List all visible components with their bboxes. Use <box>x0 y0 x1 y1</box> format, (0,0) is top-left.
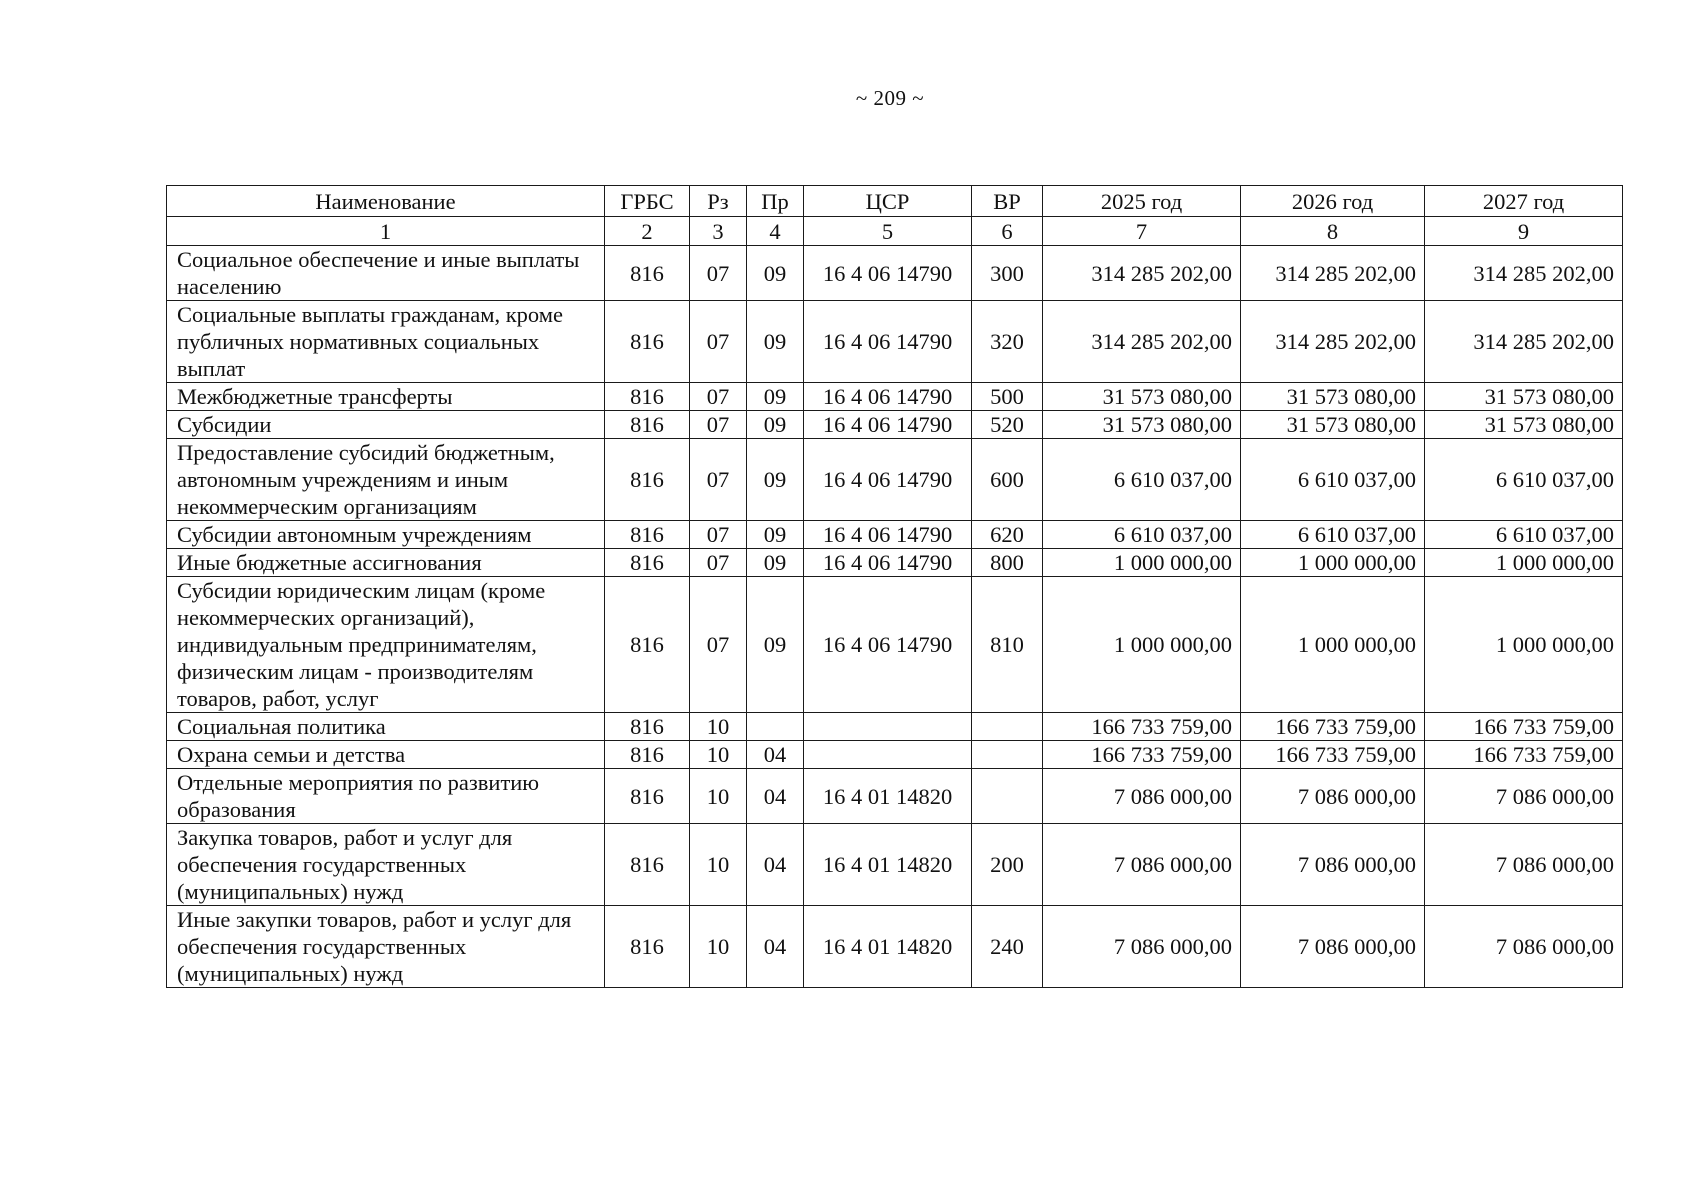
header-name: Наименование <box>167 186 605 217</box>
row-csr: 16 4 01 14820 <box>804 769 972 824</box>
table-row <box>167 246 1623 301</box>
header-2026: 2026 год <box>1241 186 1425 217</box>
row-vr: 810 <box>972 577 1043 713</box>
row-csr: 16 4 06 14790 <box>804 301 972 383</box>
row-csr: 16 4 06 14790 <box>804 577 972 713</box>
column-number: 9 <box>1425 217 1623 246</box>
row-grbs: 816 <box>605 769 690 824</box>
row-rz: 07 <box>690 439 747 521</box>
row-rz: 07 <box>690 246 747 301</box>
row-amount-2025: 166 733 759,00 <box>1043 741 1241 769</box>
row-amount-2025: 7 086 000,00 <box>1043 906 1241 988</box>
table-row <box>167 906 1623 988</box>
column-number: 7 <box>1043 217 1241 246</box>
row-grbs: 816 <box>605 577 690 713</box>
row-rz: 10 <box>690 713 747 741</box>
row-amount-2026: 1 000 000,00 <box>1241 549 1425 577</box>
row-pr: 09 <box>747 577 804 713</box>
row-csr <box>804 741 972 769</box>
row-amount-2026: 7 086 000,00 <box>1241 824 1425 906</box>
column-number: 8 <box>1241 217 1425 246</box>
row-csr: 16 4 06 14790 <box>804 246 972 301</box>
column-number: 2 <box>605 217 690 246</box>
row-amount-2026: 6 610 037,00 <box>1241 439 1425 521</box>
row-amount-2027: 314 285 202,00 <box>1425 301 1623 383</box>
table-row <box>167 769 1623 824</box>
row-amount-2027: 166 733 759,00 <box>1425 713 1623 741</box>
row-csr: 16 4 06 14790 <box>804 439 972 521</box>
row-csr: 16 4 06 14790 <box>804 411 972 439</box>
row-vr: 500 <box>972 383 1043 411</box>
row-amount-2027: 31 573 080,00 <box>1425 411 1623 439</box>
row-vr: 240 <box>972 906 1043 988</box>
row-name: Отдельные мероприятия по развитию образования <box>167 769 605 824</box>
row-amount-2027: 7 086 000,00 <box>1425 769 1623 824</box>
row-rz: 10 <box>690 906 747 988</box>
header-2025: 2025 год <box>1043 186 1241 217</box>
row-vr: 620 <box>972 521 1043 549</box>
row-name: Иные бюджетные ассигнования <box>167 549 605 577</box>
row-grbs: 816 <box>605 713 690 741</box>
row-vr: 200 <box>972 824 1043 906</box>
row-csr: 16 4 06 14790 <box>804 549 972 577</box>
row-amount-2026: 7 086 000,00 <box>1241 769 1425 824</box>
column-number: 6 <box>972 217 1043 246</box>
row-rz: 07 <box>690 577 747 713</box>
row-csr <box>804 713 972 741</box>
row-grbs: 816 <box>605 549 690 577</box>
row-amount-2027: 6 610 037,00 <box>1425 439 1623 521</box>
table-row <box>167 439 1623 521</box>
row-amount-2027: 314 285 202,00 <box>1425 246 1623 301</box>
header-2027: 2027 год <box>1425 186 1623 217</box>
row-vr: 600 <box>972 439 1043 521</box>
row-vr <box>972 769 1043 824</box>
row-pr <box>747 713 804 741</box>
row-grbs: 816 <box>605 741 690 769</box>
row-name: Иные закупки товаров, работ и услуг для обеспечения государственных (муниципальных) нужд <box>167 906 605 988</box>
row-pr: 09 <box>747 246 804 301</box>
row-amount-2025: 7 086 000,00 <box>1043 769 1241 824</box>
row-pr: 04 <box>747 769 804 824</box>
column-number-row <box>167 217 1623 246</box>
row-vr: 320 <box>972 301 1043 383</box>
row-pr: 09 <box>747 411 804 439</box>
row-amount-2026: 166 733 759,00 <box>1241 741 1425 769</box>
row-amount-2027: 7 086 000,00 <box>1425 906 1623 988</box>
row-amount-2027: 1 000 000,00 <box>1425 577 1623 713</box>
row-grbs: 816 <box>605 411 690 439</box>
row-amount-2025: 314 285 202,00 <box>1043 246 1241 301</box>
row-vr <box>972 741 1043 769</box>
row-vr <box>972 713 1043 741</box>
row-rz: 07 <box>690 301 747 383</box>
row-vr: 800 <box>972 549 1043 577</box>
header-vr: ВР <box>972 186 1043 217</box>
row-csr: 16 4 06 14790 <box>804 383 972 411</box>
row-name: Охрана семьи и детства <box>167 741 605 769</box>
row-grbs: 816 <box>605 439 690 521</box>
row-rz: 10 <box>690 769 747 824</box>
row-amount-2026: 314 285 202,00 <box>1241 246 1425 301</box>
row-rz: 10 <box>690 741 747 769</box>
row-pr: 09 <box>747 439 804 521</box>
column-number: 4 <box>747 217 804 246</box>
row-amount-2027: 31 573 080,00 <box>1425 383 1623 411</box>
row-grbs: 816 <box>605 824 690 906</box>
row-amount-2025: 314 285 202,00 <box>1043 301 1241 383</box>
row-amount-2026: 314 285 202,00 <box>1241 301 1425 383</box>
row-rz: 07 <box>690 411 747 439</box>
row-csr: 16 4 01 14820 <box>804 824 972 906</box>
table-row <box>167 741 1623 769</box>
row-amount-2025: 1 000 000,00 <box>1043 549 1241 577</box>
column-number: 1 <box>167 217 605 246</box>
row-csr: 16 4 01 14820 <box>804 906 972 988</box>
header-pr: Пр <box>747 186 804 217</box>
row-amount-2025: 31 573 080,00 <box>1043 383 1241 411</box>
row-pr: 04 <box>747 906 804 988</box>
row-pr: 09 <box>747 549 804 577</box>
row-name: Социальные выплаты гражданам, кроме публичных нормативных социальных выплат <box>167 301 605 383</box>
row-grbs: 816 <box>605 906 690 988</box>
column-number: 5 <box>804 217 972 246</box>
row-amount-2026: 166 733 759,00 <box>1241 713 1425 741</box>
row-rz: 07 <box>690 383 747 411</box>
row-name: Межбюджетные трансферты <box>167 383 605 411</box>
table-row <box>167 411 1623 439</box>
table-row <box>167 301 1623 383</box>
row-pr: 09 <box>747 301 804 383</box>
row-amount-2026: 31 573 080,00 <box>1241 411 1425 439</box>
table-row <box>167 549 1623 577</box>
row-pr: 09 <box>747 521 804 549</box>
row-amount-2026: 1 000 000,00 <box>1241 577 1425 713</box>
row-name: Предоставление субсидий бюджетным, автономным учреждениям и иным некоммерческим организациям <box>167 439 605 521</box>
row-grbs: 816 <box>605 521 690 549</box>
page-number: ~ 209 ~ <box>855 86 925 110</box>
table-row <box>167 521 1623 549</box>
row-vr: 520 <box>972 411 1043 439</box>
row-csr: 16 4 06 14790 <box>804 521 972 549</box>
row-amount-2027: 1 000 000,00 <box>1425 549 1623 577</box>
row-amount-2026: 31 573 080,00 <box>1241 383 1425 411</box>
row-amount-2025: 6 610 037,00 <box>1043 439 1241 521</box>
row-rz: 07 <box>690 549 747 577</box>
header-csr: ЦСР <box>804 186 972 217</box>
row-amount-2025: 7 086 000,00 <box>1043 824 1241 906</box>
header-row <box>167 186 1623 217</box>
row-name: Субсидии юридическим лицам (кроме некоммерческих организаций), индивидуальным предпринимателям, физическим лицам - производителям товаров, работ, услуг <box>167 577 605 713</box>
row-name: Социальная политика <box>167 713 605 741</box>
row-grbs: 816 <box>605 246 690 301</box>
row-rz: 10 <box>690 824 747 906</box>
table-row <box>167 713 1623 741</box>
row-amount-2027: 6 610 037,00 <box>1425 521 1623 549</box>
row-amount-2025: 31 573 080,00 <box>1043 411 1241 439</box>
table-row <box>167 824 1623 906</box>
row-name: Субсидии <box>167 411 605 439</box>
row-name: Закупка товаров, работ и услуг для обеспечения государственных (муниципальных) нужд <box>167 824 605 906</box>
row-pr: 04 <box>747 741 804 769</box>
row-amount-2026: 7 086 000,00 <box>1241 906 1425 988</box>
row-amount-2026: 6 610 037,00 <box>1241 521 1425 549</box>
table-row <box>167 383 1623 411</box>
row-vr: 300 <box>972 246 1043 301</box>
row-name: Социальное обеспечение и иные выплаты населению <box>167 246 605 301</box>
column-number: 3 <box>690 217 747 246</box>
table-row <box>167 577 1623 713</box>
row-amount-2025: 1 000 000,00 <box>1043 577 1241 713</box>
row-amount-2025: 6 610 037,00 <box>1043 521 1241 549</box>
row-amount-2027: 166 733 759,00 <box>1425 741 1623 769</box>
row-grbs: 816 <box>605 383 690 411</box>
row-pr: 09 <box>747 383 804 411</box>
row-amount-2027: 7 086 000,00 <box>1425 824 1623 906</box>
row-amount-2025: 166 733 759,00 <box>1043 713 1241 741</box>
budget-table <box>166 185 1623 988</box>
row-grbs: 816 <box>605 301 690 383</box>
header-rz: Рз <box>690 186 747 217</box>
header-grbs: ГРБС <box>605 186 690 217</box>
row-name: Субсидии автономным учреждениям <box>167 521 605 549</box>
row-rz: 07 <box>690 521 747 549</box>
row-pr: 04 <box>747 824 804 906</box>
table-body <box>167 246 1623 988</box>
